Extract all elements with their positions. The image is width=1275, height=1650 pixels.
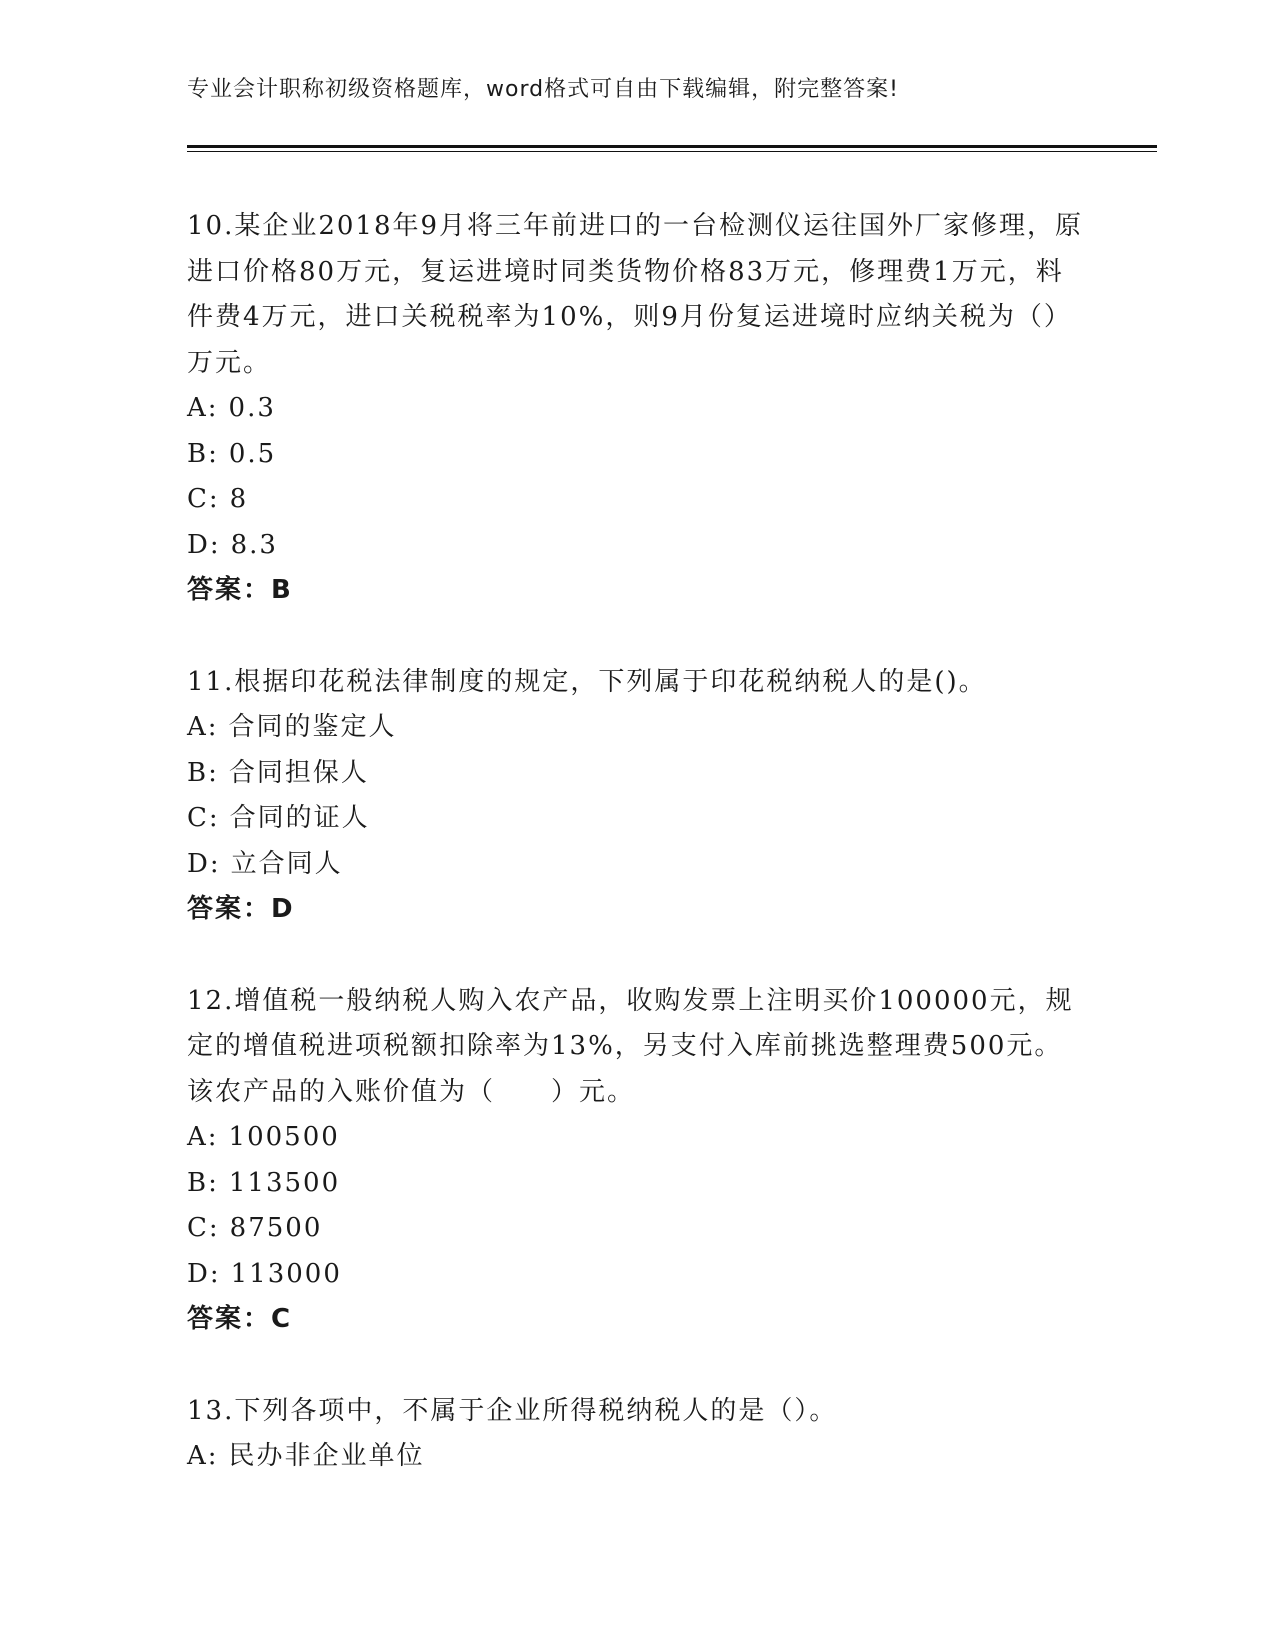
question-text: 10.某企业2018年9月将三年前进口的一台检测仪运往国外厂家修理，原进口价格80万元，复运进境时同类货物价格83万元，修理费1万元，料件费4万元，进口关税税率为10%，则9月份复运进境时应纳关税为（）万元。 (187, 211, 1084, 378)
option-b (187, 751, 1087, 797)
option-a (187, 386, 1087, 432)
option-key: D: (187, 529, 221, 560)
option-c (187, 1206, 1087, 1252)
option-d (187, 523, 1087, 569)
question-13 (187, 1389, 1087, 1480)
option-key: A: (187, 393, 219, 423)
option-c (187, 477, 1087, 523)
option-key: C: (187, 484, 220, 514)
question-text: 13.下列各项中，不属于企业所得税纳税人的是（）。 (187, 1395, 838, 1426)
answer: 答案：B (187, 575, 293, 605)
question-list (187, 204, 1087, 1526)
option-value: 合同担保人 (228, 757, 369, 788)
option-key: A: (187, 1441, 219, 1471)
option-key: C: (187, 803, 220, 833)
answer: 答案：C (187, 1304, 293, 1334)
option-value: 0.5 (228, 438, 277, 469)
option-key: B: (187, 757, 219, 788)
option-value: 合同的证人 (229, 803, 370, 833)
option-a (187, 1434, 1087, 1480)
option-value: 8 (229, 484, 249, 514)
option-value: 0.3 (228, 393, 276, 423)
question-12 (187, 979, 1087, 1343)
answer: 答案：D (187, 894, 295, 924)
option-key: D: (187, 848, 221, 879)
option-key: C: (187, 1213, 220, 1243)
option-key: A: (187, 712, 219, 742)
option-value: 113500 (228, 1167, 341, 1198)
option-a (187, 705, 1087, 751)
option-c (187, 796, 1087, 842)
option-d (187, 1252, 1087, 1298)
option-value: 立合同人 (230, 848, 343, 879)
question-10 (187, 204, 1087, 614)
option-b (187, 1161, 1087, 1207)
question-text: 12.增值税一般纳税人购入农产品，收购发票上注明买价100000元，规定的增值税进项税额扣除率为13%，另支付入库前挑选整理费500元。该农产品的入账价值为（ ）元。 (187, 985, 1074, 1107)
option-key: D: (187, 1258, 221, 1289)
option-b (187, 432, 1087, 478)
option-value: 8.3 (230, 529, 278, 560)
option-value: 87500 (229, 1213, 323, 1243)
option-key: A: (187, 1122, 219, 1152)
header-divider (187, 145, 1157, 152)
option-value: 100500 (228, 1122, 340, 1152)
page-header: 专业会计职称初级资格题库，word格式可自由下载编辑，附完整答案! (187, 77, 899, 102)
option-value: 113000 (230, 1258, 342, 1289)
option-value: 民办非企业单位 (228, 1441, 425, 1471)
option-value: 合同的鉴定人 (228, 712, 397, 742)
option-key: B: (187, 438, 219, 469)
option-d (187, 842, 1087, 888)
option-a (187, 1115, 1087, 1161)
option-key: B: (187, 1167, 219, 1198)
question-text: 11.根据印花税法律制度的规定，下列属于印花税纳税人的是()。 (187, 666, 987, 697)
question-11 (187, 660, 1087, 933)
